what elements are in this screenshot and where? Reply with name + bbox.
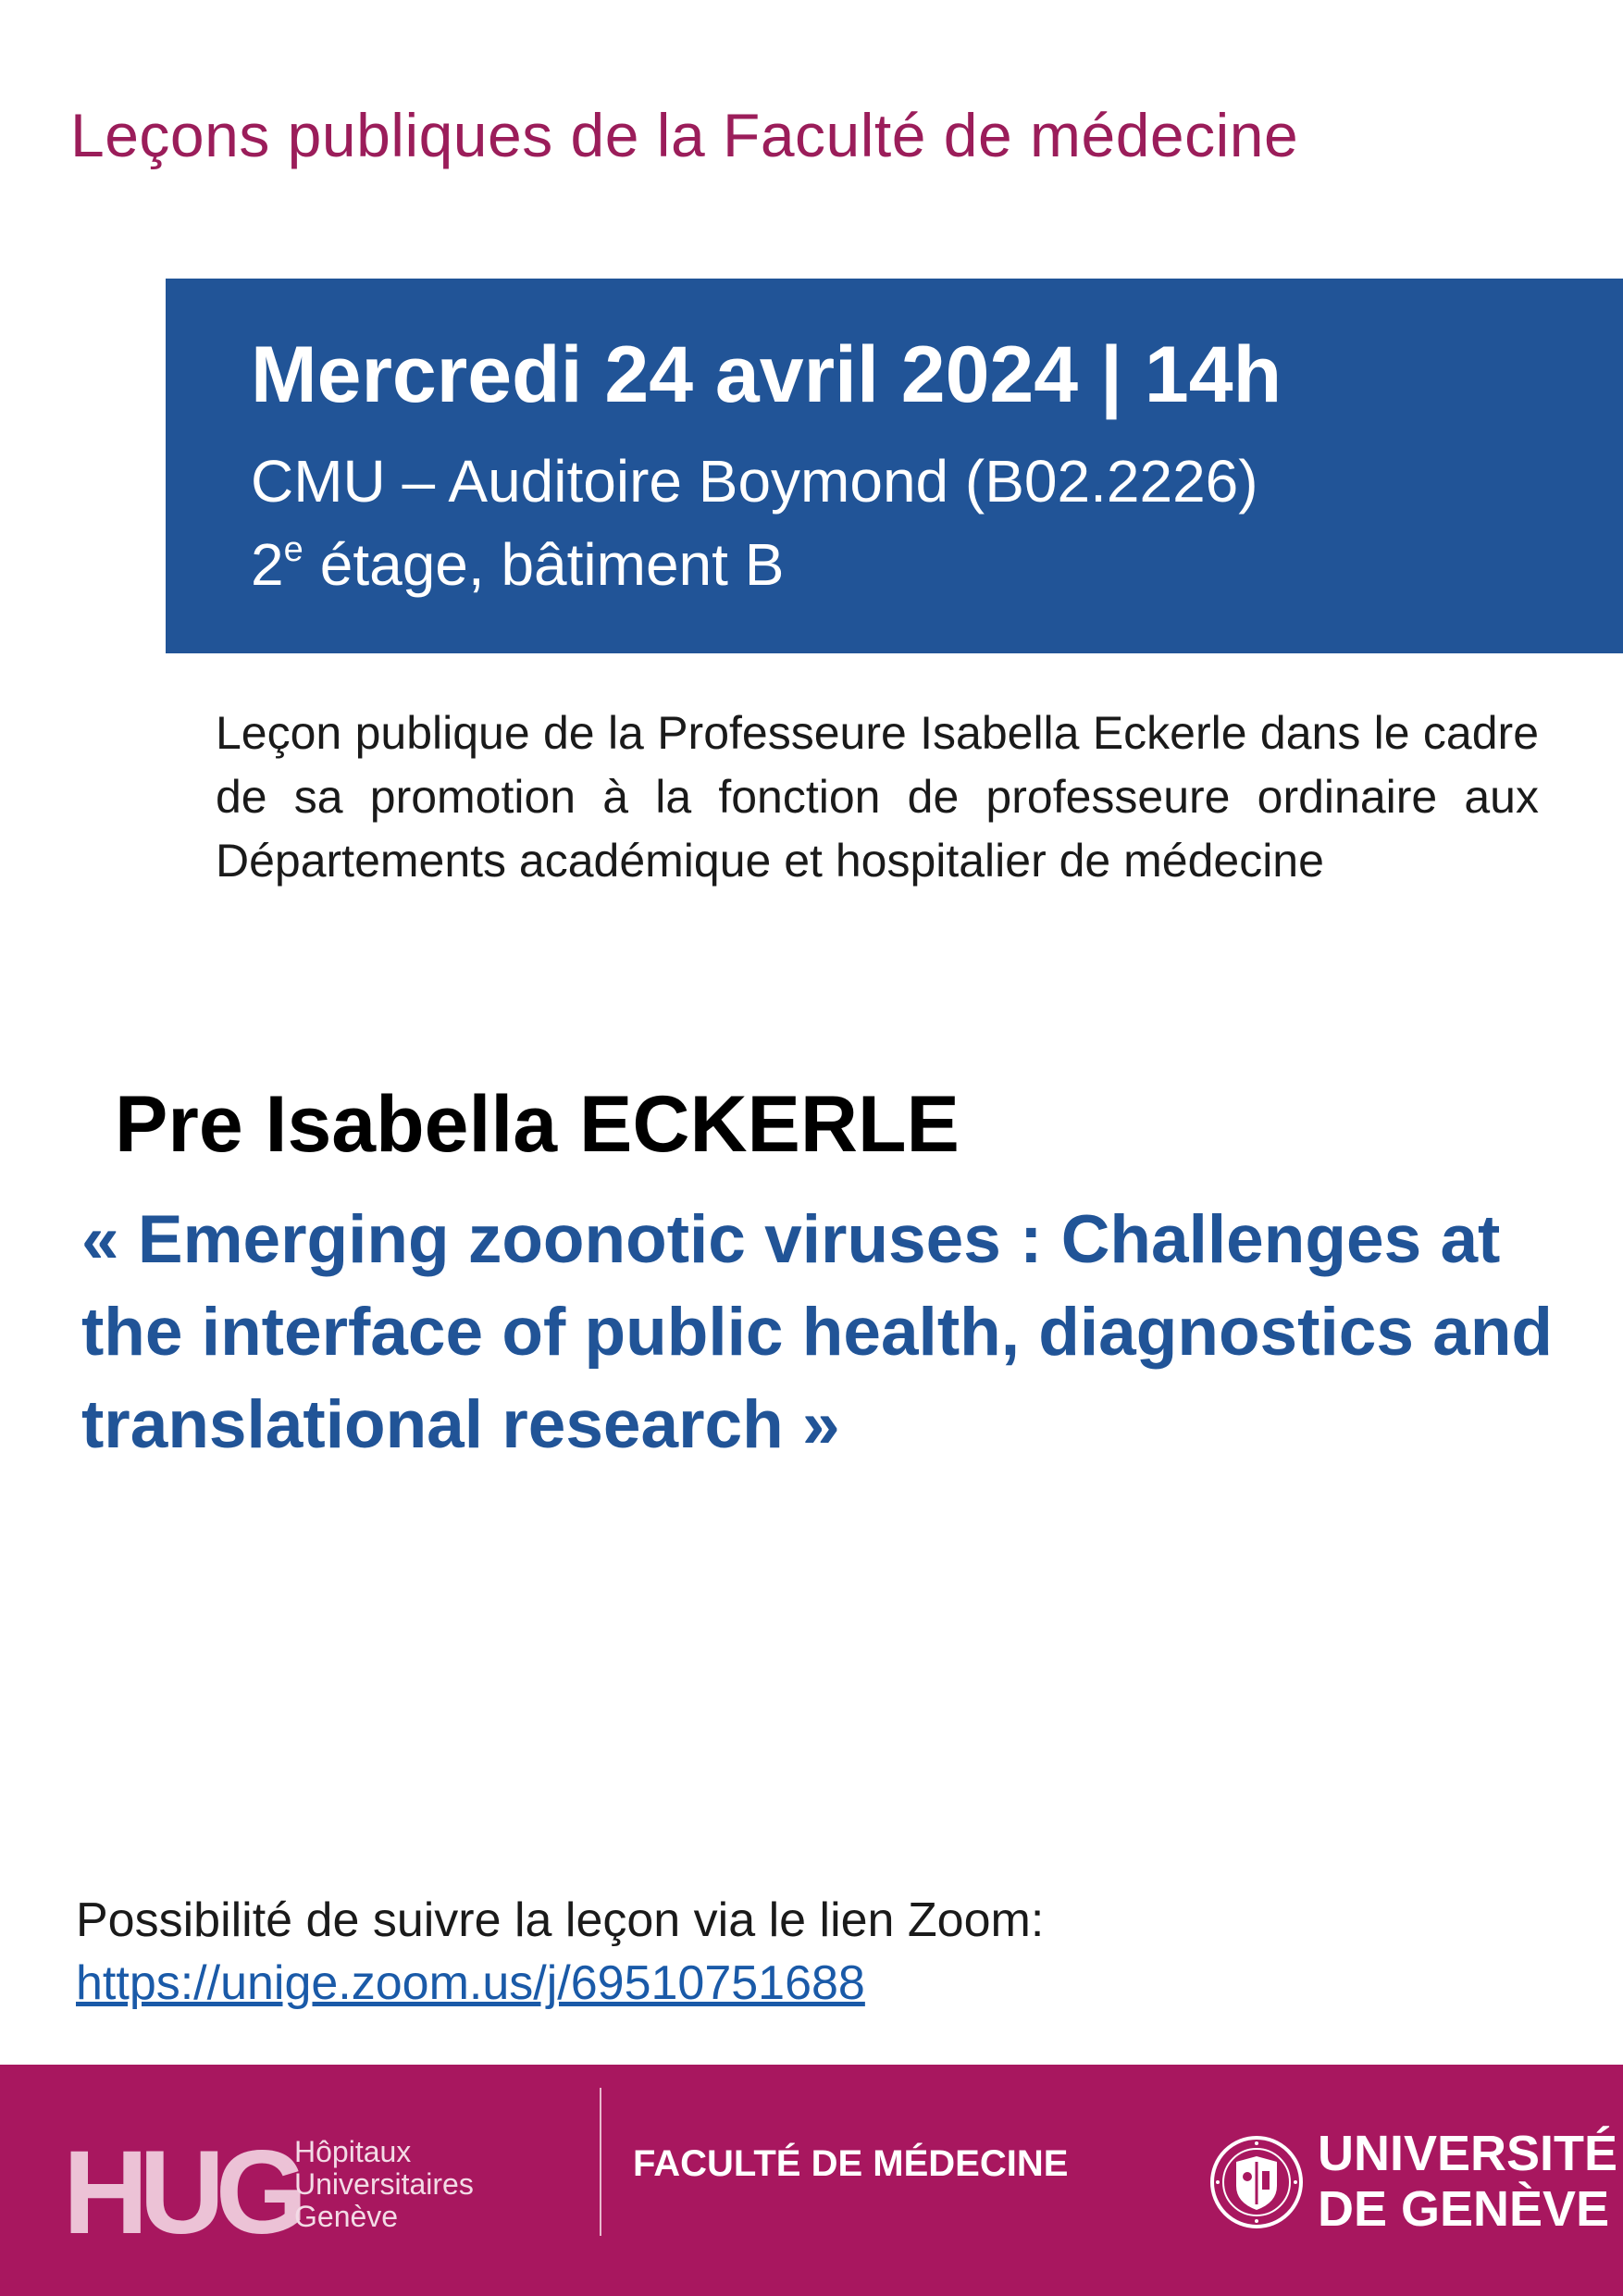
speaker-name: Pre Isabella ECKERLE [115, 1080, 960, 1169]
event-info-box [166, 279, 1623, 653]
footer-divider [600, 2088, 601, 2236]
lecture-description: Leçon publique de la Professeure Isabella Eckerle dans le cadre de sa promotion à la fonction de professeure ordinaire aux Départements académique et hospitalier de médecine [216, 707, 1539, 887]
floor-superscript: e [283, 530, 304, 569]
zoom-link[interactable]: https://unige.zoom.us/j/69510751688 [76, 1956, 865, 2010]
zoom-info-text: Possibilité de suivre la leçon via le lien Zoom: [76, 1893, 1045, 1947]
event-floor [251, 530, 784, 599]
footer-bar [0, 2065, 1623, 2296]
hug-name-line: Universitaires [294, 2167, 474, 2201]
floor-number: 2 [251, 531, 284, 598]
event-venue: CMU – Auditoire Boymond (B02.2226) [251, 448, 1258, 515]
university-label-line: UNIVERSITÉ [1318, 2126, 1618, 2181]
hug-name-line: Hôpitaux [294, 2135, 412, 2168]
faculty-label: FACULTÉ DE MÉDECINE [633, 2143, 1069, 2184]
hug-logo: HUG [63, 2127, 299, 2259]
university-label-line: DE GENÈVE [1318, 2181, 1610, 2237]
talk-title: « Emerging zoonotic viruses : Challenges at the interface of public health, diagnostics and translational research » [81, 1202, 1553, 1462]
hug-name [294, 2136, 474, 2233]
university-label [1318, 2126, 1617, 2237]
hug-name-line: Genève [294, 2200, 399, 2233]
series-title: Leçons publiques de la Faculté de médecine [70, 101, 1299, 169]
floor-rest: étage, bâtiment B [319, 531, 785, 598]
event-date-time: Mercredi 24 avril 2024 | 14h [251, 330, 1282, 419]
university-seal-icon [1208, 2134, 1305, 2230]
